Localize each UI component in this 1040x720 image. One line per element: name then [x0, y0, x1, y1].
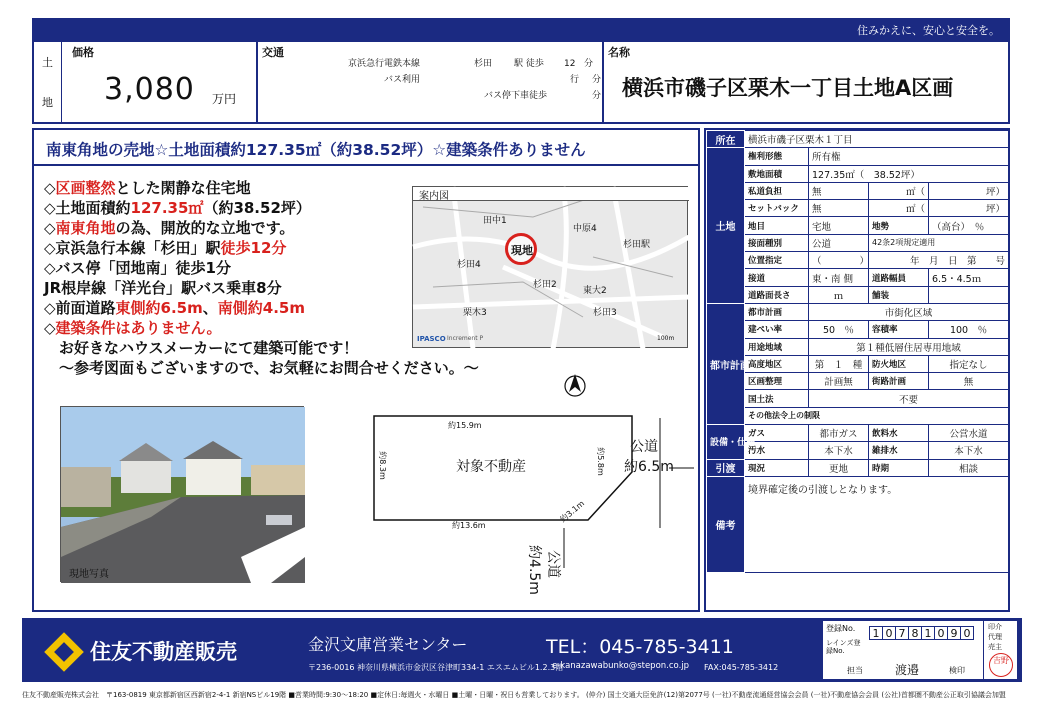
utilities-section: 設備・仕様	[707, 425, 745, 460]
feature-line: ◇区画整然とした閑静な住宅地	[44, 179, 251, 197]
divider	[256, 42, 258, 122]
center-name: 金沢文庫営業センター	[308, 635, 468, 654]
dim-right: 約5.8m	[595, 447, 605, 476]
reg-digit: 0	[960, 626, 974, 640]
seal-column: 印介 代理 売主 吉野	[983, 621, 1017, 679]
registration-number	[869, 622, 973, 640]
site-marker: 現地	[505, 233, 537, 265]
email: e-kanazawabunko@stepon.co.jp	[552, 661, 690, 671]
company-logo-icon	[44, 632, 84, 672]
divider	[602, 42, 604, 122]
reg-digit: 8	[908, 626, 922, 640]
slogan: 住みかえに、安心と安全を。	[857, 24, 1000, 37]
land-tag: 土 地	[34, 42, 62, 122]
dim-bottom: 約13.6m	[452, 521, 486, 530]
fax-number: FAX:045-785-3412	[704, 663, 779, 672]
transport-label: 交通	[262, 46, 284, 59]
city-section: 都市計画	[707, 303, 745, 424]
site-photo	[60, 406, 304, 582]
map-header	[413, 187, 689, 201]
reg-digit: 7	[895, 626, 909, 640]
dim-top: 約15.9m	[448, 421, 482, 430]
registration-box: 登録No. 1 0 7 8 1 0 9 0 レインズ登録No. 担当 渡邉 検印 印介 代理 売主 吉野	[822, 620, 1018, 680]
feature-line: ◇土地面積約127.35㎡（約38.52坪）	[44, 199, 311, 217]
feature-line: お好きなハウスメーカーにて建築可能です！	[44, 339, 359, 357]
phone-number: TEL：045-785-3411	[546, 636, 734, 658]
reg-digit: 0	[934, 626, 948, 640]
headline-row	[34, 130, 698, 166]
map-label: 案内図	[419, 191, 449, 202]
feature-line: ◇前面道路東側約6.5m、南側約4.5m	[44, 299, 305, 317]
map-roads	[413, 187, 689, 349]
price-value: 3,080	[104, 72, 195, 107]
property-name: 横浜市磯子区栗木一丁目土地A区画	[622, 76, 954, 100]
headline: 南東角地の売地☆土地面積約127.35㎡（約38.52坪）☆建築条件ありません	[46, 141, 586, 159]
area-map: 案内図 田中1 中原4 杉田駅 杉田2 東大2 杉田3 杉田4 栗木3 現地 IPASCO Increment P 100m	[412, 186, 688, 348]
location-label: 所在	[707, 131, 745, 148]
photo-scene	[61, 407, 305, 583]
feature-line: JR根岸線「洋光台」駅バス乗車8分	[44, 279, 282, 297]
feature-line: ◇南東角地の為、開放的な立地です。	[44, 219, 295, 237]
reg-digit: 0	[882, 626, 896, 640]
road-east-line1: 公道	[630, 439, 658, 455]
name-label: 名称	[608, 46, 630, 59]
photo-label: 現地写真	[69, 569, 109, 580]
remarks-value: 境界確定後の引渡しとなります。	[745, 476, 1009, 572]
reg-digit: 1	[921, 626, 935, 640]
feature-line: ～参考図面もございますので、お気軽にお問合せください。～	[44, 359, 479, 377]
top-bar	[32, 18, 1010, 40]
handover-section: 引渡	[707, 459, 745, 476]
remarks-section: 備考	[707, 476, 745, 572]
main-panel	[32, 128, 700, 612]
road-south-line2: 約4.5m	[525, 545, 542, 595]
feature-line: ◇建築条件はありません。	[44, 319, 222, 337]
company-name: 住友不動産販売	[90, 640, 237, 664]
spec-panel	[704, 128, 1010, 612]
land-section: 土地	[707, 148, 745, 304]
dim-left: 約8.3m	[377, 451, 387, 480]
hanko-seal-icon: 吉野	[989, 653, 1013, 677]
staff-name: 渡邉	[895, 663, 920, 677]
location-value: 横浜市磯子区栗木１丁目	[745, 131, 1009, 148]
map-scale: 100m	[657, 335, 675, 342]
feature-line: ◇バス停「団地南」徒歩1分	[44, 259, 231, 277]
legal-line: 住友不動産販売株式会社 〒163-0819 東京都新宿区西新宿2-4-1 新宿NSビル19階 ■営業時間:9:30～18:20 ■定休日:毎週火・水曜日 ■土曜・日曜・祝日も営業しております。 (仲介) 国土交通大臣免許(12)第2077号 (一社)不動産流通経営協会会員 (一社)不動産協会会員 (公社)首都圏不動産公正取引協議会加盟	[22, 691, 1006, 699]
reg-digit: 1	[869, 626, 883, 640]
map-credit: IPASCO	[417, 335, 446, 343]
address: 〒236-0016 神奈川県横浜市金沢区谷津町334-1 エスエムビル1.2.3階	[308, 663, 564, 672]
target-property: 対象不動産	[456, 459, 526, 475]
road-east-line2: 約6.5m	[624, 459, 674, 475]
footer	[22, 618, 1022, 682]
feature-line: ◇京浜急行本線「杉田」駅徒歩12分	[44, 239, 287, 257]
feature-list	[44, 178, 479, 378]
road-south-line1: 公道	[545, 550, 561, 578]
price-label: 価格	[72, 46, 94, 59]
dim-corner: 約3.1m	[558, 498, 587, 525]
spec-table: 所在 横浜市磯子区栗木１丁目 土地 権利形態 所有権 敷地面積 127.35㎡（ 38.52坪） 私道負担 無 ㎡（ 坪） セットバック 無 ㎡（ 坪） 地目 宅地 地勢 （高台） ％ 接面種別 公道 42条2項規定適用 位置指定 （ ） 年 月 日 第 号 接道 東・南 側 道路幅員 6.5・4.5ｍ 道路面長さ ｍ 舗装 都市計画 都市計画 市街化区域 建ぺい率 50 ％ 容積率 100 ％ 用途地域 第１種低層住居専用地域 高度地区 第 １ 種 防火地区 指定なし 区画整理 計画無 街路計画 無 国土法 不要 その他法令上の制限 設備・仕様 ガス 都市ガス 飲料水 公営水道 汚水 本下水 雑排水 本下水 引渡 現況 更地 時期 相談 備考 境界確定後の引渡しとなります。	[706, 130, 1009, 573]
price-unit: 万円	[212, 92, 237, 106]
header-row: 土 地 価格 3,080 万円 交通 京浜急行電鉄本線 杉田 駅 徒歩 12 分 バス利用 行 分 バス停下車徒歩 分 名称 横浜市磯子区栗木一丁目土地A区画	[32, 40, 1010, 124]
reg-digit: 9	[947, 626, 961, 640]
north-arrow-icon	[564, 372, 586, 400]
